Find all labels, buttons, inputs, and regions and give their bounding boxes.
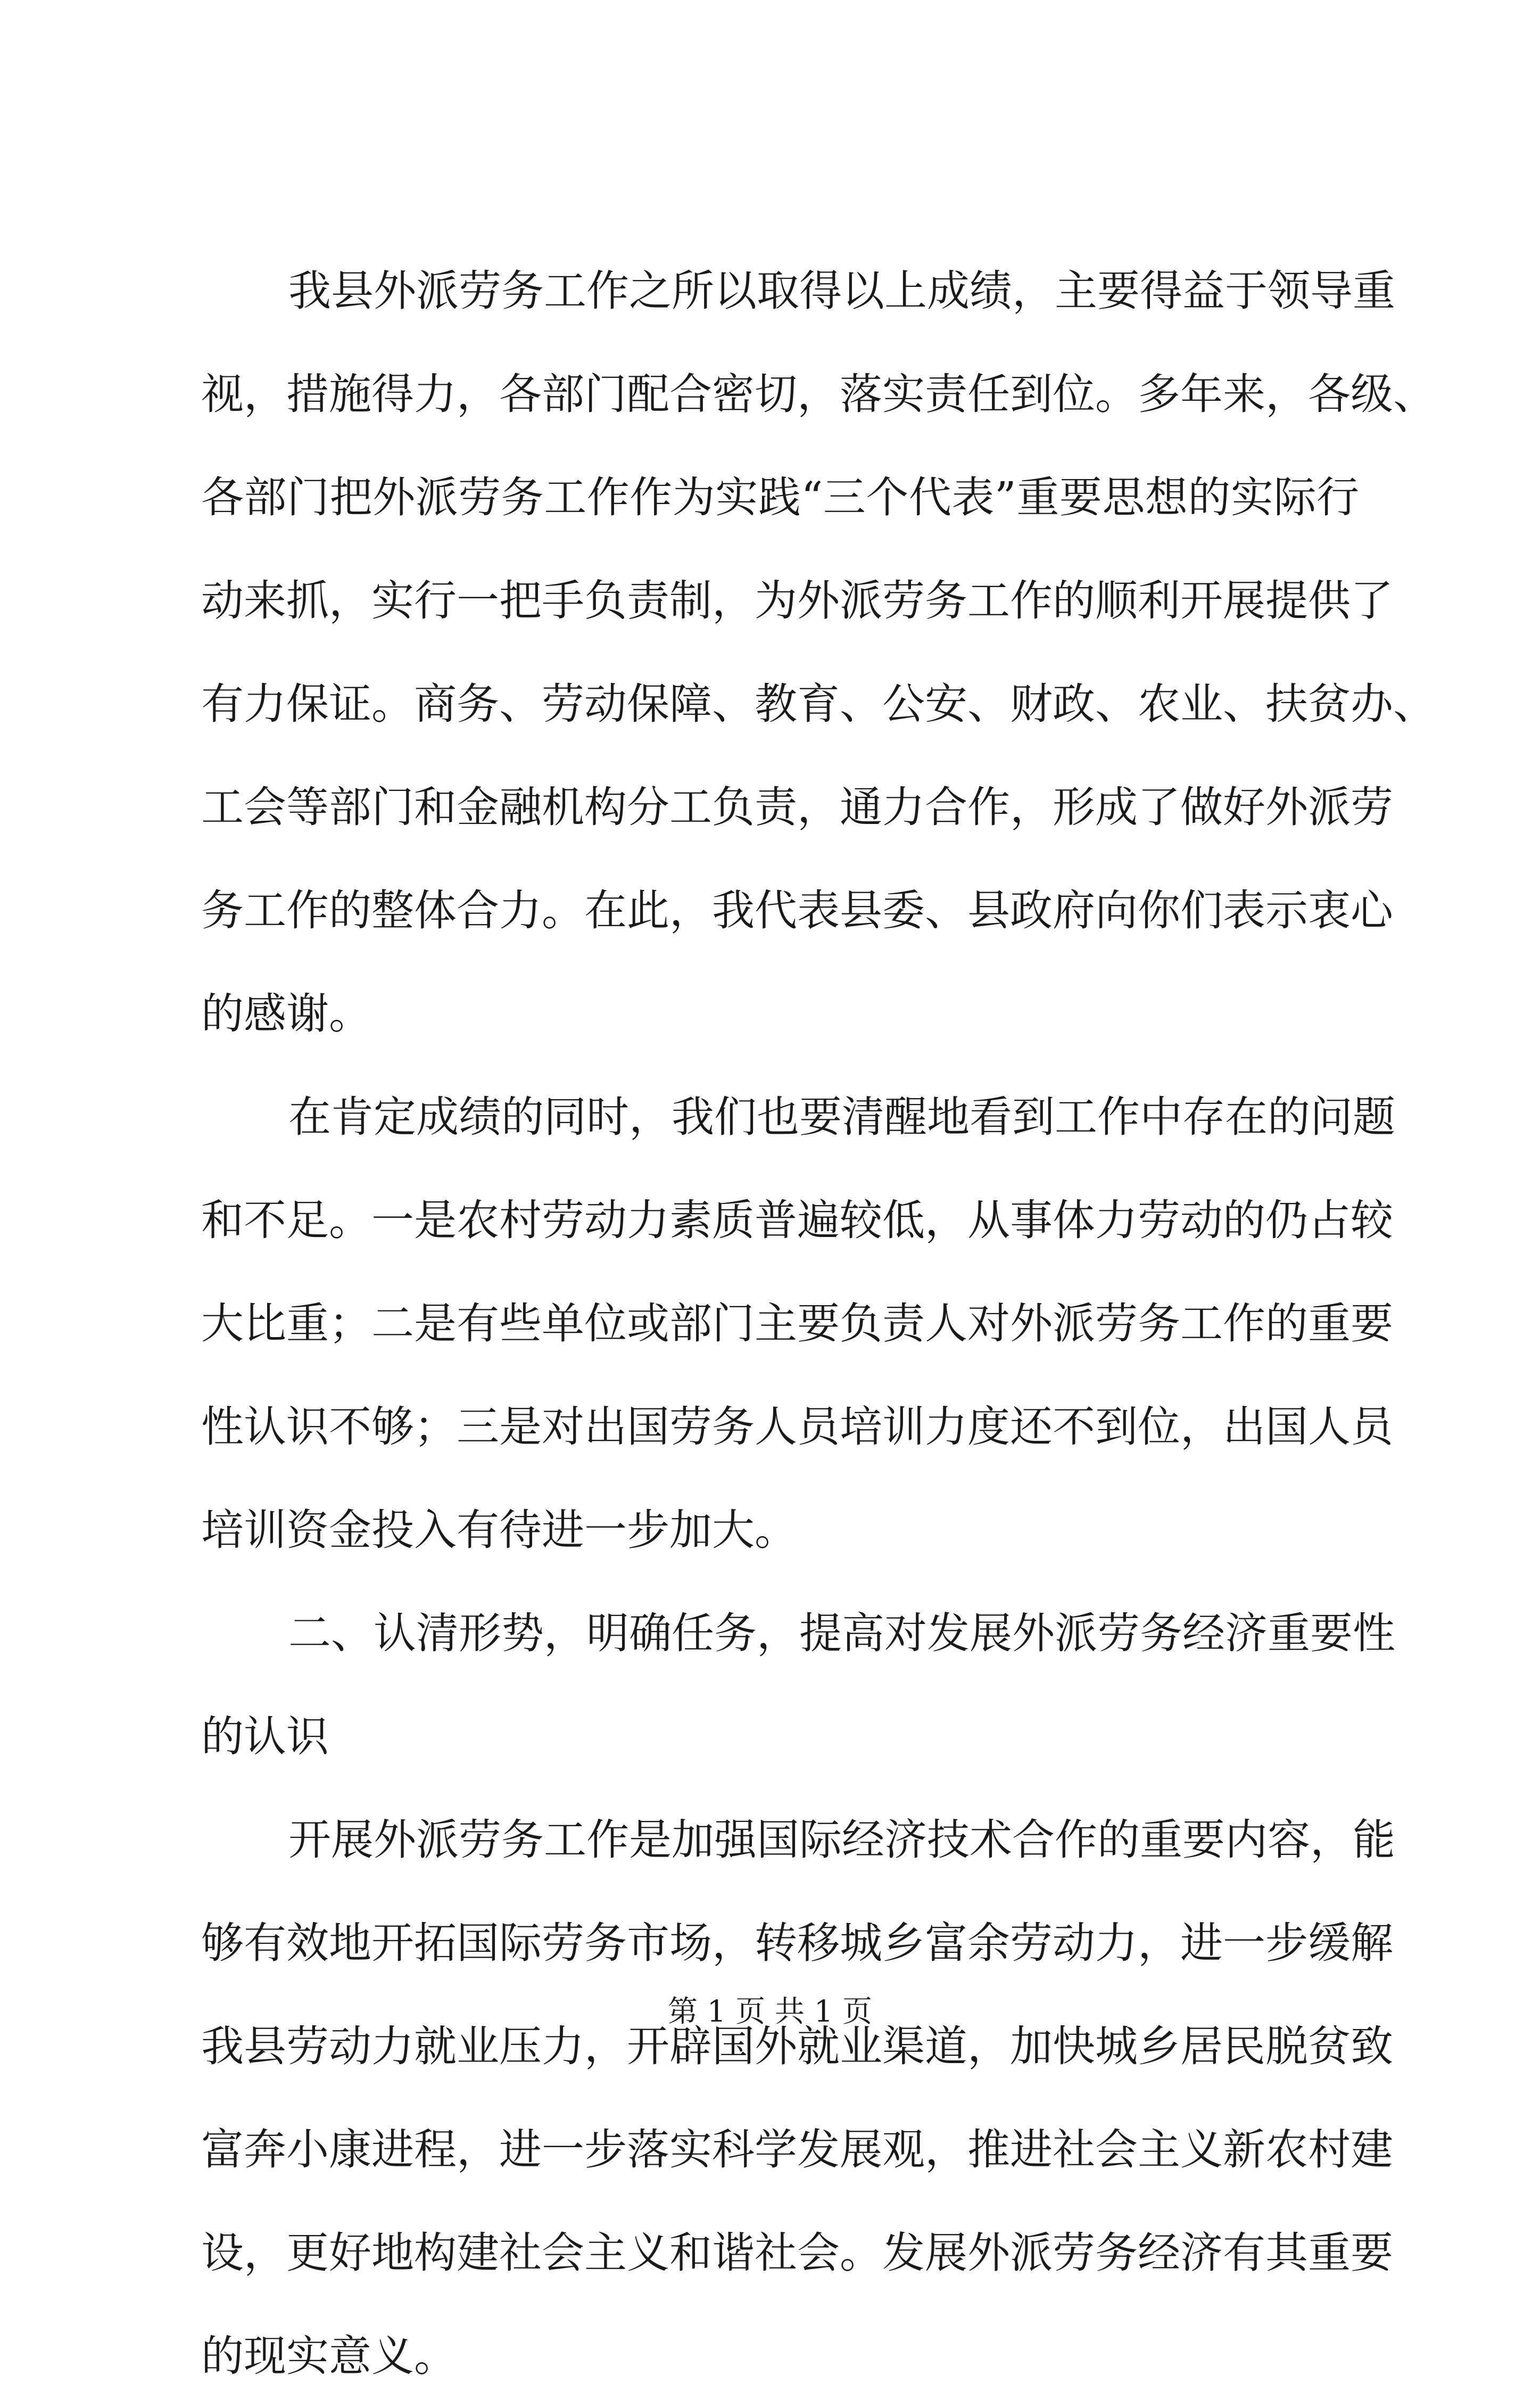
text-line: 我县劳动力就业压力，开辟国外就业渠道，加快城乡居民脱贫致	[201, 2022, 1393, 2071]
page-number-footer: 第 1 页 共 1 页	[667, 1994, 873, 2029]
text-line: 有力保证。商务、劳动保障、教育、公安、财政、农业、扶贫办、	[201, 679, 1436, 729]
text-line: 的感谢。	[201, 989, 371, 1038]
text-line: 动来抓，实行一把手负责制，为外派劳务工作的顺利开展提供了	[201, 576, 1393, 625]
text-line: 设，更好地构建社会主义和谐社会。发展外派劳务经济有其重要	[201, 2228, 1393, 2278]
section-heading-line: 二、认清形势，明确任务，提高对发展外派劳务经济重要性	[288, 1609, 1395, 1658]
document-body	[201, 240, 1436, 2408]
text-line: 够有效地开拓国际劳务市场，转移城乡富余劳动力，进一步缓解	[201, 1918, 1393, 1968]
text-line: 的现实意义。	[201, 2331, 457, 2381]
text-line: 性认识不够；三是对出国劳务人员培训力度还不到位，出国人员	[201, 1402, 1393, 1452]
text-line: 富奔小康进程，进一步落实科学发展观，推进社会主义新农村建	[201, 2125, 1393, 2174]
section-heading-line: 的认识	[201, 1712, 329, 1761]
text-line: 我县外派劳务工作之所以取得以上成绩，主要得益于领导重	[288, 266, 1395, 316]
text-line: 培训资金投入有待进一步加大。	[201, 1505, 797, 1555]
text-line: 开展外派劳务工作是加强国际经济技术合作的重要内容，能	[288, 1815, 1395, 1865]
text-line: 务工作的整体合力。在此，我代表县委、县政府向你们表示衷心	[201, 886, 1393, 935]
text-line: 视，措施得力，各部门配合密切，落实责任到位。多年来，各级、	[201, 369, 1436, 419]
text-line: 各部门把外派劳务工作作为实践“三个代表”重要思想的实际行	[201, 473, 1359, 522]
text-line: 工会等部门和金融机构分工负责，通力合作，形成了做好外派劳	[201, 782, 1393, 832]
text-line: 在肯定成绩的同时，我们也要清醒地看到工作中存在的问题	[288, 1092, 1395, 1142]
text-line: 和不足。一是农村劳动力素质普遍较低，从事体力劳动的仍占较	[201, 1195, 1393, 1245]
text-line: 大比重；二是有些单位或部门主要负责人对外派劳务工作的重要	[201, 1299, 1393, 1348]
